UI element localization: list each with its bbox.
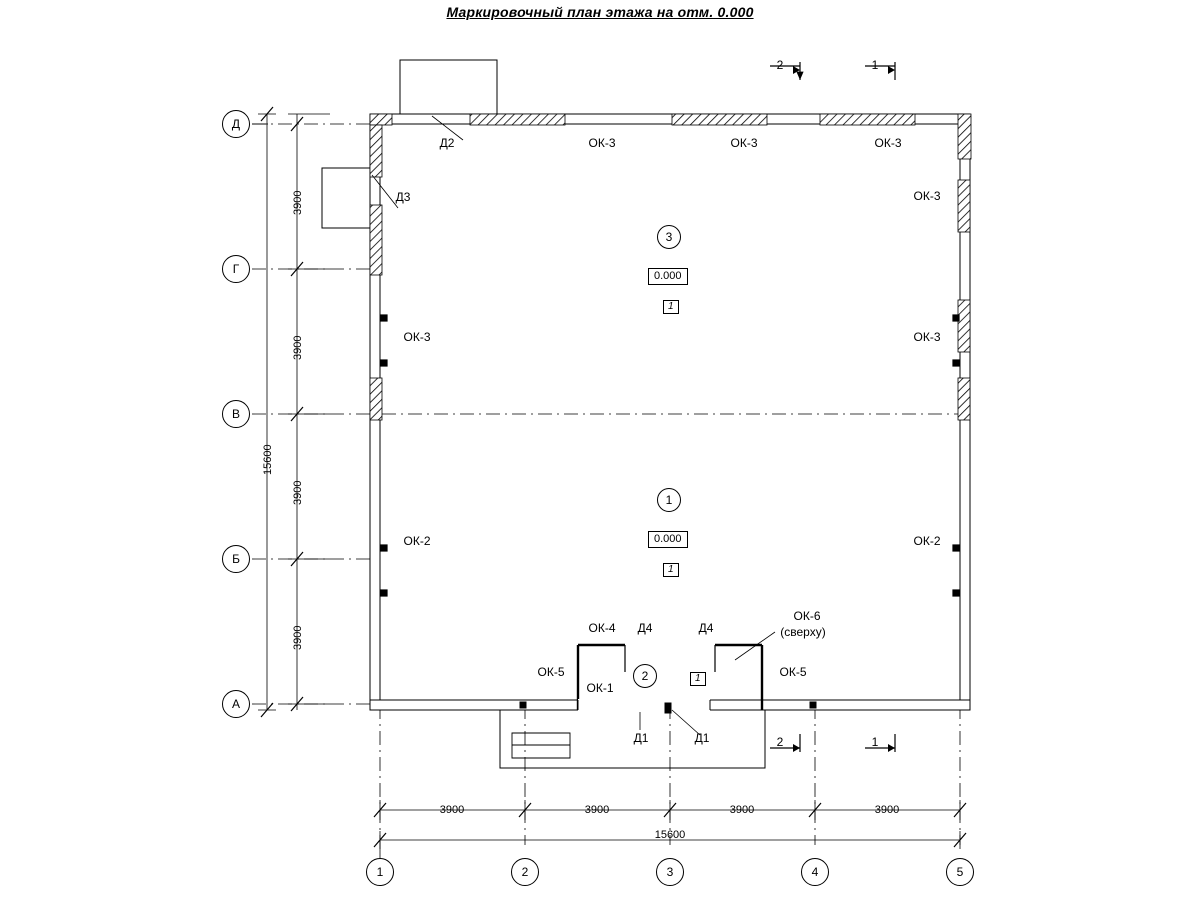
section-mark-top-1: 1 [871, 58, 879, 72]
axis-bubble-v[interactable]: В [222, 400, 250, 428]
window-label-right-2: ОК-3 [913, 330, 941, 344]
knot-mark-upper[interactable]: 1 [663, 300, 679, 314]
dim-horizontal-3: 3900 [729, 804, 755, 816]
door-label-d2: Д2 [439, 136, 455, 150]
door-label-d1-left: Д1 [633, 731, 649, 745]
window-label-left-2: ОК-2 [403, 534, 431, 548]
door-label-d4-right: Д4 [698, 621, 714, 635]
window-label-ok5-right: ОК-5 [779, 665, 807, 679]
door-label-d3: Д3 [395, 190, 411, 204]
door-label-d1-right: Д1 [694, 731, 710, 745]
dim-horizontal-total: 15600 [654, 829, 686, 841]
zone-mark-3[interactable]: 3 [657, 225, 681, 249]
elevation-mark-lower: 0.000 [648, 531, 688, 548]
dim-vertical-3: 3900 [292, 480, 304, 505]
axis-bubble-5[interactable]: 5 [946, 858, 974, 886]
window-label-ok5-left: ОК-5 [537, 665, 565, 679]
door-label-d4-left: Д4 [637, 621, 653, 635]
dim-vertical-4: 3900 [292, 625, 304, 650]
drawing-title: Маркировочный план этажа на отм. 0.000 [446, 4, 754, 20]
dim-vertical-total: 15600 [262, 444, 274, 475]
dim-vertical-2: 3900 [292, 335, 304, 360]
axis-bubble-a[interactable]: А [222, 690, 250, 718]
dim-vertical-1: 3900 [292, 190, 304, 215]
elevation-mark-upper: 0.000 [648, 268, 688, 285]
window-label-right-1: ОК-3 [913, 189, 941, 203]
section-mark-bottom-1: 1 [871, 735, 879, 749]
window-label-ok1: ОК-1 [586, 681, 614, 695]
axis-bubble-1[interactable]: 1 [366, 858, 394, 886]
zone-mark-2[interactable]: 2 [633, 664, 657, 688]
dim-horizontal-4: 3900 [874, 804, 900, 816]
section-mark-top-2: 2 [776, 58, 784, 72]
window-label-top-1: ОК-3 [588, 136, 616, 150]
window-label-left-1: ОК-3 [403, 330, 431, 344]
window-label-ok4: ОК-4 [588, 621, 616, 635]
axis-bubble-3[interactable]: 3 [656, 858, 684, 886]
dim-horizontal-2: 3900 [584, 804, 610, 816]
axis-bubble-b[interactable]: Б [222, 545, 250, 573]
window-label-right-3: ОК-2 [913, 534, 941, 548]
window-label-ok6-note: (сверху) [780, 625, 826, 639]
window-label-ok6: ОК-6 [793, 609, 821, 623]
dim-horizontal-1: 3900 [439, 804, 465, 816]
axis-bubble-2[interactable]: 2 [511, 858, 539, 886]
axis-bubble-4[interactable]: 4 [801, 858, 829, 886]
axis-bubble-d[interactable]: Д [222, 110, 250, 138]
window-label-top-2: ОК-3 [730, 136, 758, 150]
section-mark-bottom-2: 2 [776, 735, 784, 749]
window-label-top-3: ОК-3 [874, 136, 902, 150]
knot-mark-entrance[interactable]: 1 [690, 672, 706, 686]
knot-mark-lower[interactable]: 1 [663, 563, 679, 577]
axis-bubble-g[interactable]: Г [222, 255, 250, 283]
zone-mark-1[interactable]: 1 [657, 488, 681, 512]
